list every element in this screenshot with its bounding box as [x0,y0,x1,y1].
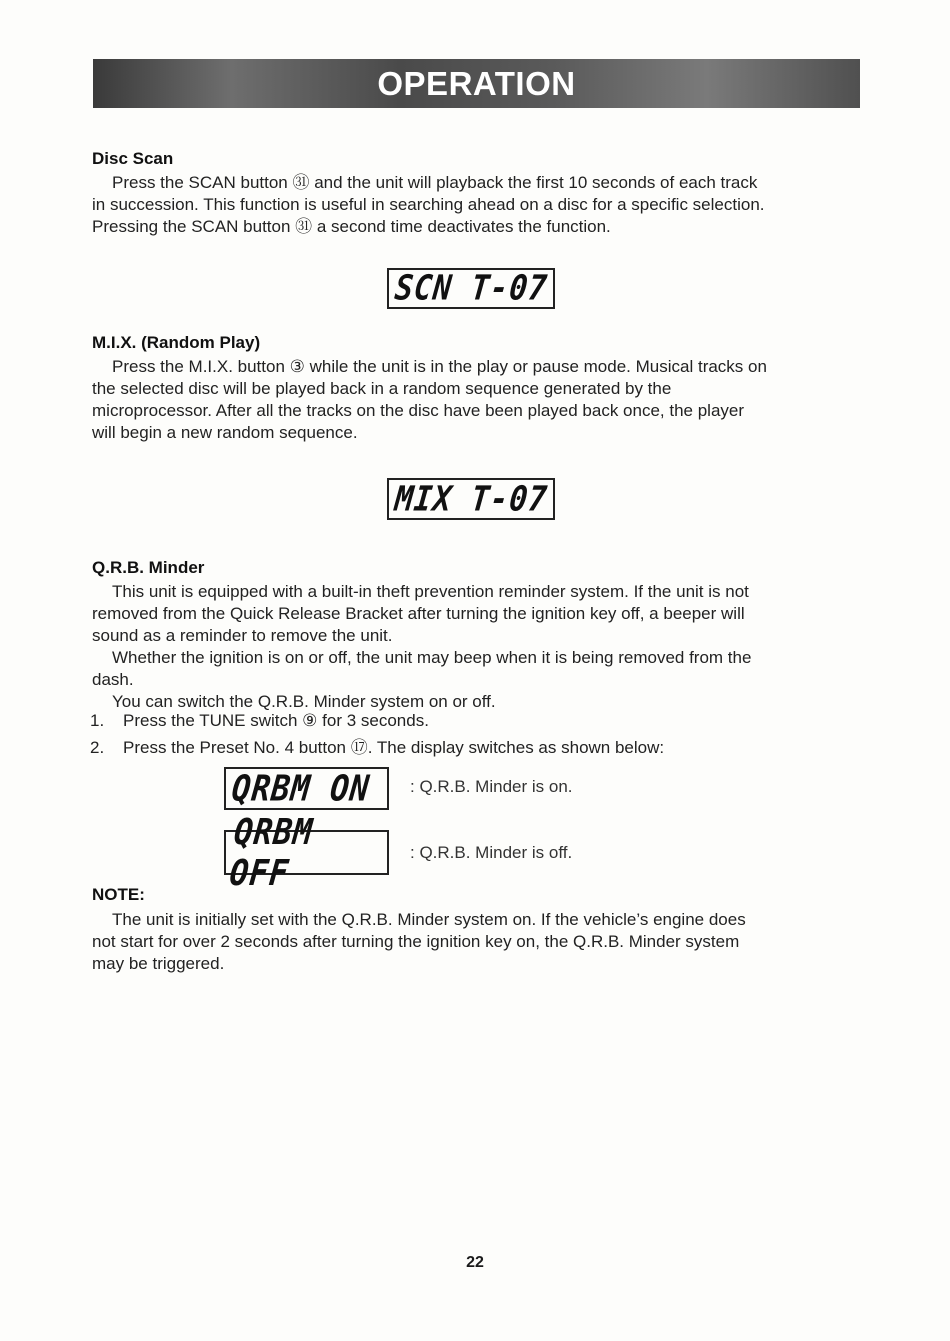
step-item: 1. Press the TUNE switch ⑨ for 3 seconds. [90,711,429,730]
step-item: 2. Press the Preset No. 4 button ⑰. The display switches as shown below: [90,738,665,757]
qrbm-on-display: QRBM ON [224,767,389,810]
mix-display: MIX T-07 [387,478,555,520]
disc-scan-heading: Disc Scan [92,149,174,168]
text-line: removed from the Quick Release Bracket after turning the ignition key off, a beeper will [92,604,745,623]
disc-scan-paragraph [92,172,862,238]
text-line: not start for over 2 seconds after turning the ignition key on, the Q.R.B. Minder system [92,932,740,951]
mix-paragraph [92,356,862,444]
text-line: The unit is initially set with the Q.R.B. Minder system on. If the vehicle’s engine does [112,910,746,929]
qrbm-on-caption: : Q.R.B. Minder is on. [410,777,573,796]
text-line: You can switch the Q.R.B. Minder system on or off. [112,692,496,711]
text-line: in succession. This function is useful in searching ahead on a disc for a specific selection. [92,195,765,214]
text-line: Pressing the SCAN button ㉛ a second time deactivates the function. [92,217,611,236]
mix-heading: M.I.X. (Random Play) [92,333,261,352]
section-title: OPERATION [377,64,576,102]
text-line: the selected disc will be played back in a random sequence generated by the [92,379,672,398]
qrb-paragraph [92,581,862,713]
page-number: 22 [466,1254,484,1271]
scan-display: SCN T-07 [387,268,555,309]
qrbm-off-display: QRBM OFF [224,830,389,875]
text-line: Press the M.I.X. button ③ while the unit is in the play or pause mode. Musical tracks on [112,357,767,376]
text-line: Whether the ignition is on or off, the unit may beep when it is being removed from the [112,648,752,667]
text-line: dash. [92,670,134,689]
text-line: This unit is equipped with a built-in theft prevention reminder system. If the unit is not [112,582,749,601]
note-heading: NOTE: [92,885,145,904]
section-banner [93,59,860,108]
text-line: sound as a reminder to remove the unit. [92,626,393,645]
note-paragraph [92,909,862,975]
text-line: may be triggered. [92,954,225,973]
text-line: microprocessor. After all the tracks on the disc have been played back once, the player [92,401,745,420]
qrb-heading: Q.R.B. Minder [92,558,205,577]
qrbm-off-caption: : Q.R.B. Minder is off. [410,843,573,862]
text-line: Press the SCAN button ㉛ and the unit will playback the first 10 seconds of each track [112,173,758,192]
text-line: will begin a new random sequence. [92,423,358,442]
